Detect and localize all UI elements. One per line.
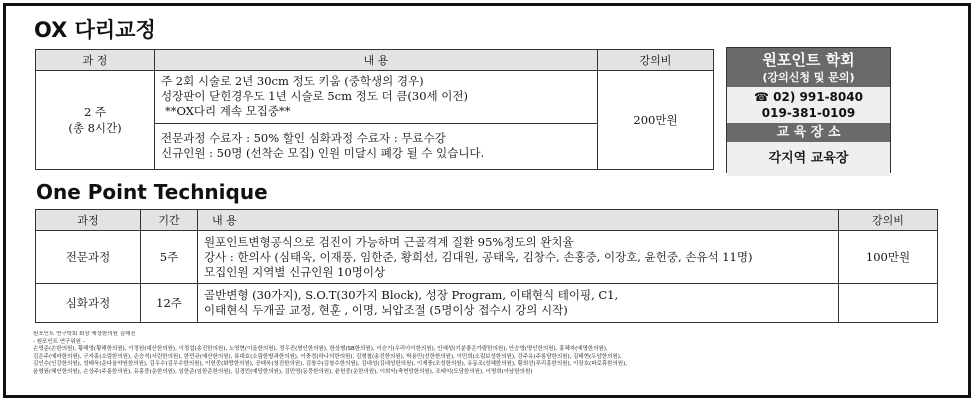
content-cell	[198, 284, 839, 323]
footnote-line: 김은주(예마한의원), 구자홍(소림한의원), 손승석(서린한의원), 한민규(예산한의원), 류대호(소림한방과한의원), 이충경(하나의한의원), 김형철(송진한의원), 박용민(선한한의원), 이민희(소림보성한의원), 강주유(주롱당한의원), 김태현(두암한의원),	[33, 353, 622, 360]
place-label: 교 육 장 소	[727, 123, 890, 142]
header-fee: 강의비	[598, 50, 714, 71]
org-name: 원포인트 학회	[727, 48, 890, 71]
content-line: 모집인원 지역별 신규인원 10명이상	[204, 264, 386, 279]
fee-cell	[839, 284, 938, 323]
header-content: 내 용	[155, 50, 598, 71]
content-line: **OX다리 계속 모집중**	[165, 104, 291, 119]
period-cell: 5주	[141, 231, 198, 284]
ox-course-table	[35, 49, 714, 170]
footnote-line: 손영준(손한의원), 황해영(황해한의원), 이정원(대산한의원), 이정섭(송진한의원), 노영현(이올한의원), 정우진(명인한의원), 한상형(SB한의원), 이승기(우리아이한의원), 안예성(기분좋은가람한의원), 안승영(명인한의원), 홍혜자(예명한의원),	[33, 346, 608, 353]
content-cell	[155, 71, 598, 124]
phone-1: ☎ 02) 991-8040	[727, 87, 890, 105]
content-line: 원포인트변형공식으로 검진이 가능하며 근골격계 질환 95%정도의 완치율	[204, 234, 574, 249]
footnote-line: 원포인트 연구학회 회장 예상한의원 김해진	[33, 331, 136, 337]
header-fee: 강의비	[839, 210, 938, 231]
footnote-line: 김인수(인강한의원), 성태욱(운다올약원한의원), 김우수(김우수한의원), 이헌중(화랑한의원), 공태욱(청진한의원), 김창수(김창수한의원), 김대성(김대성한의원), 이재풍(조성한의원), 유동조(성혜한의원), 황희선(푸리흥한의원), 이장호(파로휴한의원),	[33, 361, 627, 368]
section1-title: OX 다리교정	[34, 18, 156, 42]
period-sub: (총 8시간)	[68, 121, 122, 135]
content-line: 성장판이 닫힌경우도 1년 시술로 5cm 정도 더 큼(30세 이전)	[161, 89, 469, 104]
period-cell	[36, 71, 155, 170]
header-content: 내 용	[198, 210, 839, 231]
inquiry-label: (강의신청 및 문의)	[727, 71, 890, 87]
footnote-line: 윤형원(혜인한의원), 손상주(주롱한의원), 유홍중(운한의원), 임한준(임한준한의원), 김경민(예당한의원), 김민영(동뭉한의원), 윤헌중(운한의원), 이희익(축현당한의원), 조태익(도담한의원), 이명희(아남한의원)	[33, 368, 533, 375]
technique-course-table	[35, 209, 938, 323]
period-value: 2 주	[83, 105, 107, 119]
fee-cell: 200만원	[598, 71, 714, 170]
content-line: 강사 : 한의사 (심태욱, 이재풍, 임한준, 황희선, 김대원, 공태욱, 김창수, 손홍중, 이장호, 윤헌중, 손유석 11명)	[204, 249, 753, 264]
place-value: 각지역 교육장	[727, 142, 890, 176]
table-row	[36, 71, 714, 124]
discount-line: 신규인원 : 50명 (선착순 모집) 인원 미달시 폐강 될 수 있습니다.	[161, 146, 485, 161]
fee-cell: 100만원	[839, 231, 938, 284]
discount-line: 전문과정 수료자 : 50% 할인 심화과정 수료자 : 무료수강	[161, 131, 446, 146]
header-course: 과정	[36, 210, 141, 231]
table-row	[36, 284, 938, 323]
content-cell	[198, 231, 839, 284]
content-line: 주 2회 시술로 2년 30cm 정도 키움 (중학생의 경우)	[161, 74, 424, 89]
table-row	[36, 231, 938, 284]
section2-title: One Point Technique	[36, 180, 268, 204]
course-cell: 전문과정	[36, 231, 141, 284]
course-cell: 심화과정	[36, 284, 141, 323]
header-course: 과 정	[36, 50, 155, 71]
header-period: 기간	[141, 210, 198, 231]
discount-cell	[155, 123, 598, 169]
content-line: 골반변형 (30가지), S.O.T(30가지 Block), 성장 Program, 이태현식 테이핑, C1,	[204, 288, 619, 302]
phone-2: 019-381-0109	[727, 105, 890, 123]
content-line: 이태현식 두개골 교정, 현훈 , 이명, 뇌압조절 (5명이상 접수시 강의 시작)	[204, 303, 568, 317]
contact-sidebar	[726, 47, 891, 173]
table-header-row	[36, 50, 714, 71]
footnote-line: - 원포인트 연구위원 -	[33, 338, 85, 345]
period-cell: 12주	[141, 284, 198, 323]
researcher-footnote	[33, 331, 943, 377]
table-header-row	[36, 210, 938, 231]
